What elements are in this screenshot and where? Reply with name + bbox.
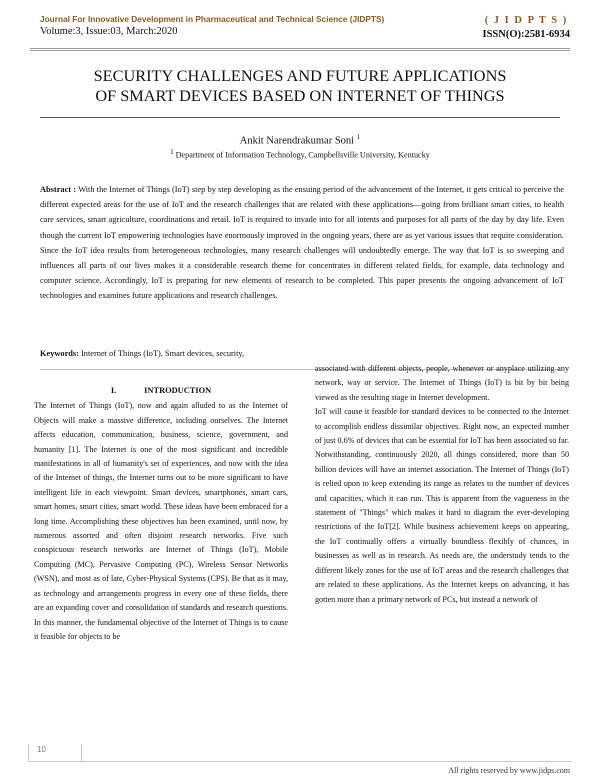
running-header-left (40, 14, 440, 37)
title-line-1: SECURITY CHALLENGES AND FUTURE APPLICATIONS (93, 66, 507, 85)
page-footer (0, 744, 600, 776)
running-header-right (482, 14, 570, 42)
intro-paragraph-continued: associated with different objects, people, whenever or anyplace utilizing any network, way or service. The Internet of Things (IoT) is bit by bit being viewed as the resulting stage in Internet development. (315, 364, 569, 402)
author-affiliation-mark: 1 (356, 133, 361, 141)
header-rule (30, 48, 570, 49)
footer-rule (28, 761, 572, 762)
section-number: I. (110, 386, 117, 395)
title-line-2: OF SMART DEVICES BASED ON INTERNET OF THINGS (95, 86, 505, 105)
author-name: Ankit Narendrakumar Soni (239, 135, 355, 147)
keywords-label: Keywords: (40, 349, 79, 358)
affiliation-mark: 1 (170, 148, 174, 156)
paper-title (30, 66, 570, 106)
journal-abbr: ( J I D P T S ) (484, 15, 568, 26)
right-column (315, 362, 569, 607)
intro-paragraph-2: IoT will cause it feasible for standard devices to be connected to the Internet to accomplish endless dissimilar objectives. Right now, an expected number of just 0.6% of devices that can be essential for IoT has been associated so far. Notwithstanding, continuously 2020, all things considered, more than 50 billion devices will have an internet association. The Internet of Things (IoT) is relied upon to keep extending its range as relates to the number of devices and capacities, which it can run. This is apparent from the vagueness in the statement of "Things" which makes it hard to diagram the ever-developing restrictions of the IoT[2]. While business achievement keeps on appearing, the IoT continually offers a virtually boundless flexibly of chances, in businesses as well as in research. As needs are, the understudy tends to the different likely zones for the use of IoT areas and the research challenges that are related to these applications. As the Internet keeps on advancing, it has gotten more than a primary network of PCs, but instead a network of (315, 407, 569, 604)
keywords-text: Internet of Things (IoT), Smart devices, security, (81, 349, 245, 358)
intro-paragraph-1: The Internet of Things (IoT), now and again alluded to as the Internet of Objects will make a massive difference, including ourselves. The Internet affects education, communication, business, science, government, and humanity [1]. The Internet is one of the most significant and incredible manifestations in all of humanity's set of experiences, and now with the idea of the Internet of things, the Internet turns out to be more significant to have intelligent life in each viewpoint. Smart devices, smartphones, smart cars, smart homes, smart cities, smart world. These ideas have been embraced for a long time. Accomplishing these objectives has been examined, until now, by numerous assorted and often disjoint research networks. Five such conspicuous research networks are Internet of Things (IoT), Mobile Computing (MC), Pervasive Computing (PC), Wireless Sensor Networks (WSN), and most as of late, Cyber-Physical Systems (CPS). Be that as it may, as technology and arrangements progress in every one of these fields, there are an expanding cover and consolidation of standards and research questions. In this manner, the fundamental objective of the Internet of Things is to cause it feasible for objects to be (34, 401, 288, 641)
header-rule-secondary (30, 50, 570, 51)
section-title: INTRODUCTION (144, 386, 212, 395)
affiliation-line (0, 148, 600, 160)
section-heading (34, 384, 288, 398)
affiliation-text: Department of Information Technology, Campbellsville University, Kentucky (175, 150, 430, 160)
abstract (40, 182, 564, 304)
page-number: 10 (37, 745, 46, 754)
journal-name: Journal For Innovative Development in Pharmaceutical and Technical Science (JIDPTS) (40, 14, 385, 24)
abstract-label: Abstract : (40, 185, 77, 194)
left-column (34, 384, 288, 644)
author-line (0, 133, 600, 147)
volume-issue: Volume:3, Issue:03, March:2020 (40, 26, 178, 37)
copyright-notice: All rights reserved by www.jidps.com (448, 766, 570, 775)
title-rule (40, 117, 560, 118)
page-number-box (28, 744, 82, 762)
keywords (40, 349, 564, 358)
issn: ISSN(O):2581-6934 (482, 29, 570, 40)
abstract-text: With the Internet of Things (IoT) step by step developing as the ensuing period of the advancement of the Internet, it gets critical to perceive the different expected areas for the use of IoT and the research challenges that are related with these applications—going from brilliant smart cities, to health care services, smart agriculture, coordinations and retail. IoT is required to invade into for all intents and purposes for all parts of the day by day life. Even though the current IoT empowering technologies have enormously improved in the ongoing years, there are as yet various issues that require consideration. Since the IoT idea results from heterogeneous technologies, many research challenges will undoubtedly emerge. The way that IoT is so sweeping and influences all parts of our lives makes it a considerable research theme for concentrates in different related fields, for example, data technology and computer science. Accordingly, IoT is preparing for new elements of research to be completed. This paper presents the ongoing advancement of IoT technologies and examines future applications and research challenges. (40, 185, 564, 301)
